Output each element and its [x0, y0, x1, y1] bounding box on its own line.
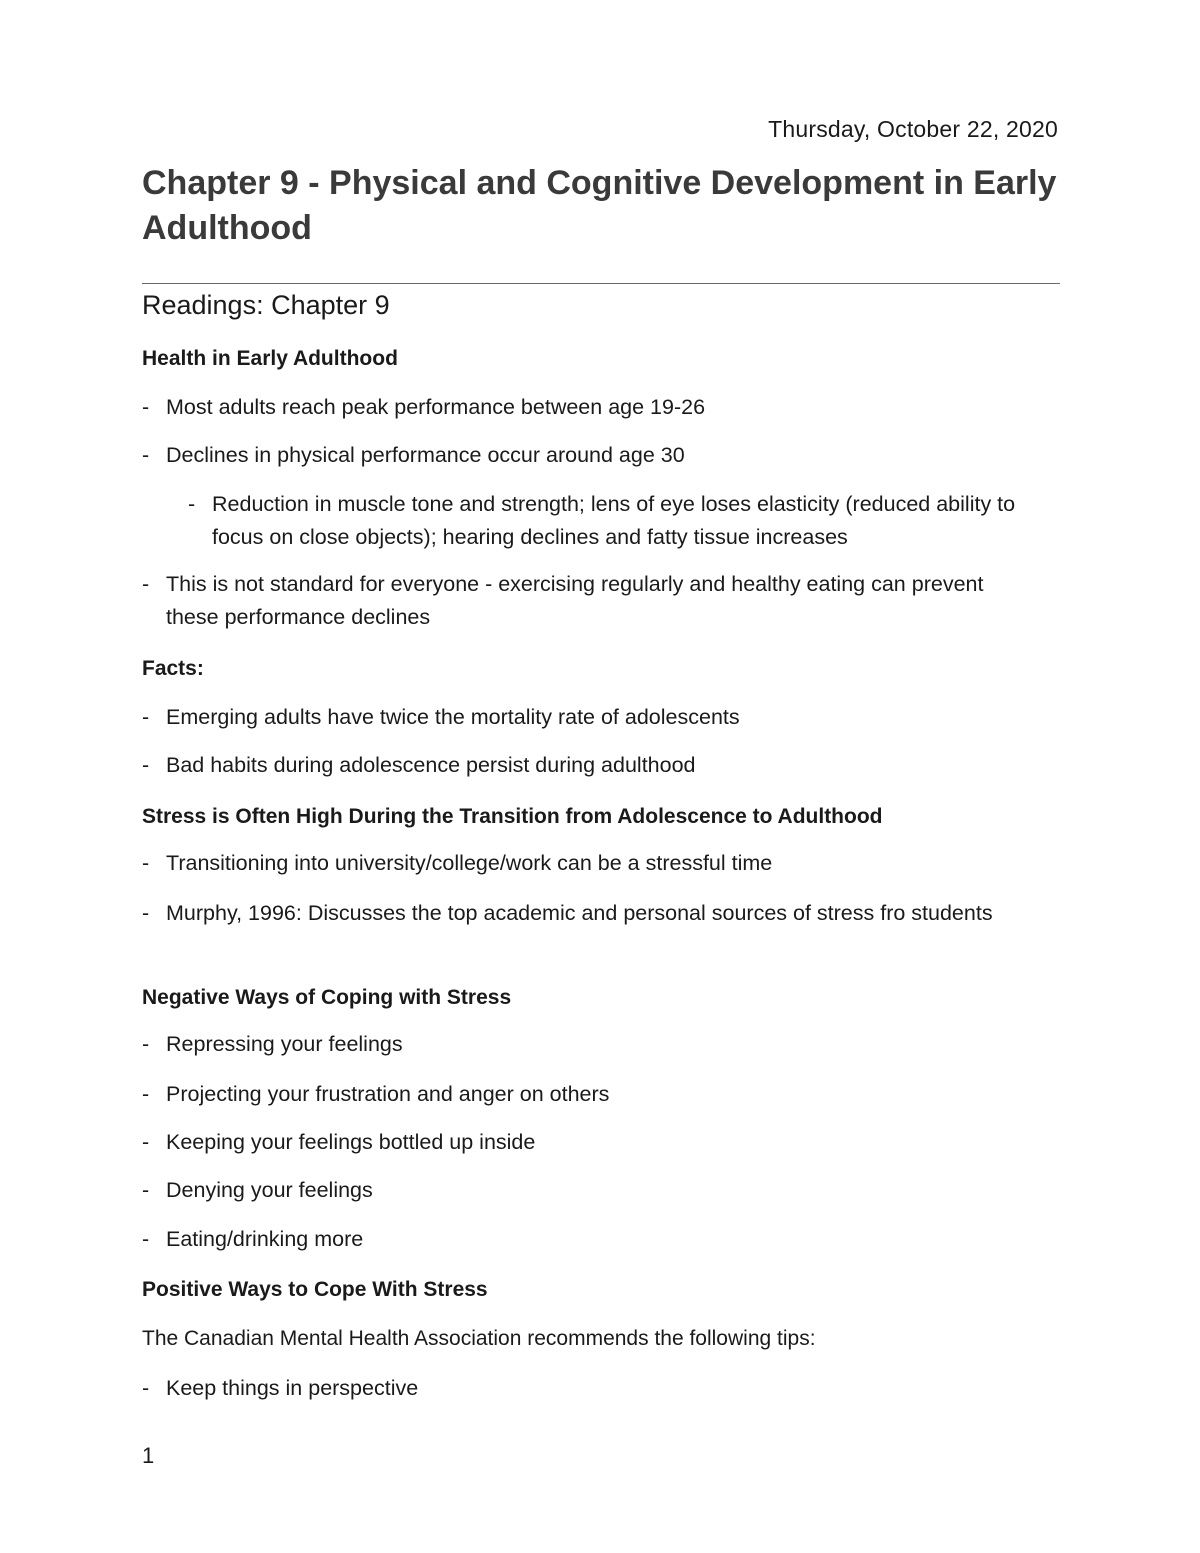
bullet-dash: - — [142, 1178, 150, 1202]
document-date: Thursday, October 22, 2020 — [768, 116, 1058, 142]
list-item — [142, 391, 1042, 424]
title-divider — [142, 283, 1060, 284]
list-item-text: This is not standard for everyone - exercising regularly and healthy eating can prevent these performance declines — [166, 572, 984, 629]
bullet-dash: - — [188, 492, 196, 516]
page-number: 1 — [142, 1443, 155, 1468]
list-item-text: Keeping your feelings bottled up inside — [166, 1130, 536, 1154]
bullet-dash: - — [142, 1032, 150, 1056]
list-item-text: Emerging adults have twice the mortality rate of adolescents — [166, 705, 740, 729]
section-heading-stress: Stress is Often High During the Transition from Adolescence to Adulthood — [142, 805, 883, 828]
bullet-dash: - — [142, 851, 150, 875]
list-item — [142, 847, 1042, 880]
bullet-dash: - — [142, 705, 150, 729]
section-heading-health: Health in Early Adulthood — [142, 347, 398, 370]
list-item-text: Most adults reach peak performance between age 19-26 — [166, 395, 706, 419]
section-heading-positive: Positive Ways to Cope With Stress — [142, 1278, 488, 1301]
list-item — [142, 1078, 1042, 1111]
bullet-dash: - — [142, 901, 150, 925]
list-item-text: Denying your feelings — [166, 1178, 373, 1202]
list-item-text: Projecting your frustration and anger on others — [166, 1082, 610, 1106]
list-item-nested — [188, 488, 1048, 554]
section-heading-facts: Facts: — [142, 657, 204, 680]
list-item-text: Reduction in muscle tone and strength; lens of eye loses elasticity (reduced ability to focus on close objects); hearing declines and fatty tissue increases — [212, 492, 1016, 549]
bullet-dash: - — [142, 395, 150, 419]
list-item-text: Murphy, 1996: Discusses the top academic and personal sources of stress fro students — [166, 901, 993, 925]
list-item — [142, 897, 1012, 930]
bullet-dash: - — [142, 443, 150, 467]
list-item — [142, 1126, 1042, 1159]
positive-intro: The Canadian Mental Health Association recommends the following tips: — [142, 1327, 816, 1350]
list-item — [142, 701, 1042, 734]
list-item — [142, 1372, 1042, 1405]
bullet-dash: - — [142, 1227, 150, 1251]
list-item — [142, 1028, 1042, 1061]
list-item-text: Keep things in perspective — [166, 1376, 419, 1400]
bullet-dash: - — [142, 1376, 150, 1400]
list-item — [142, 1174, 1042, 1207]
list-item-text: Eating/drinking more — [166, 1227, 364, 1251]
list-item — [142, 439, 1042, 472]
section-heading-negative: Negative Ways of Coping with Stress — [142, 986, 512, 1009]
bullet-dash: - — [142, 753, 150, 777]
bullet-dash: - — [142, 572, 150, 596]
list-item — [142, 1223, 1042, 1256]
list-item-text: Declines in physical performance occur around age 30 — [166, 443, 685, 467]
list-item-text: Repressing your feelings — [166, 1032, 403, 1056]
bullet-dash: - — [142, 1082, 150, 1106]
list-item-text: Transitioning into university/college/work can be a stressful time — [166, 851, 773, 875]
list-item — [142, 568, 1002, 634]
list-item — [142, 749, 1042, 782]
bullet-dash: - — [142, 1130, 150, 1154]
readings-subtitle: Readings: Chapter 9 — [142, 290, 390, 320]
page-title: Chapter 9 - Physical and Cognitive Development in Early Adulthood — [142, 164, 1057, 247]
list-item-text: Bad habits during adolescence persist during adulthood — [166, 753, 696, 777]
